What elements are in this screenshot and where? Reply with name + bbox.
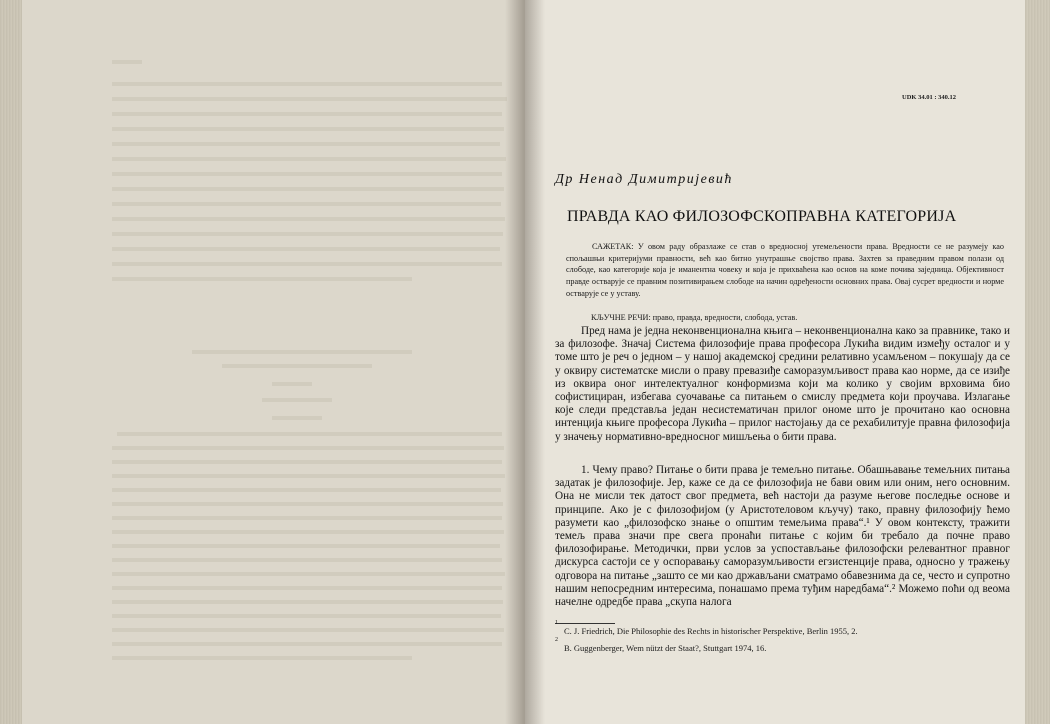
footnote-1 (555, 620, 858, 636)
body-paragraph-2: 1. Чему право? Питање о бити права је темељно питање. Обашњавање темељних питања задатак је филозофије. Јер, каже се да се филозофија не бави овим или оним, него основним. Она не мисли тек датост свог предмета, већ настоји да разуме његове последње основе и принципе. Ако је с филозофијом (у Аристотеловом кључу) тако, правну филозофију ћемо разумети као „филозофско знање о општим темељима права“.¹ У овом контексту, тражити темељ права значи пре свега пронаћи питање с којим би требало да почне право филозофирање. Методички, први услов за успостављање филозофски релевантног правног дискурса састоји се у оспоравању саморазумљивости егзистенције права, односно у тражењу одговора на питање „зашто се ми као држављани сматрамо обавезнима да се, често и супротно нашим непосредним интересима, понашамо према туђим наредбама“.² Можемо поћи од веома начелне одредбе права „скупа налога (555, 464, 1010, 609)
article-title: ПРАВДА КАО ФИЛОЗОФСКОПРАВНА КАТЕГОРИЈА (567, 208, 957, 225)
udk-code: UDK 34.01 : 340.12 (902, 94, 956, 101)
right-page (525, 0, 1025, 724)
footnote-1-number: 1 (555, 620, 558, 627)
footnote-2 (555, 637, 767, 653)
left-page-edges (0, 0, 22, 724)
right-page-edges (1025, 0, 1050, 724)
footnote-2-number: 2 (555, 637, 558, 644)
keywords: КЉУЧНЕ РЕЧИ: право, правда, вредности, слобода, устав. (591, 313, 798, 322)
author-name: Др Ненад Димитријевић (555, 172, 733, 187)
bleed-through-text (22, 0, 525, 724)
left-page (22, 0, 525, 724)
footnote-divider (555, 623, 615, 624)
footnote-2-text: B. Guggenberger, Wem nützt der Staat?, Stuttgart 1974, 16. (564, 643, 767, 653)
footnote-1-text: C. J. Friedrich, Die Philosophie des Rechts in historischer Perspektive, Berlin 1955, 2. (564, 626, 858, 636)
abstract: САЖЕТАК: У овом раду образлаже се став о вредносној утемељености права. Вредности се не разумеју као спољашњи критеријуми правности, већ као битно унутрашње својство права. Захтев за праведним правом полази од слободе, као категорије која је иманентна човеку и која је прихваћена као основ на коме почива заједница. Објективност правде остварује се правним позитивирањем слободе на начин одређености основних права. Овај сусрет вредности и норме остварује се у уставу. (566, 242, 1004, 298)
body-paragraph-1: Пред нама је једна неконвенционална књига – неконвенционална како за правнике, тако и за филозофе. Значај Система филозофије права професора Лукића видим између осталог и у томе што је реч о једном – у нашој академској средини релативно усамљеном – покушају да се у оквиру систематске мисли о праву превазиђе саморазумљивост права као норме, да се изиђе из оквира оног интелектуалног конформизма који ма колико у својим врховима био софистициран, избегава суочавање са питањем о смислу предмета који проучава. Излагање које следи представља један несистематичан прилог ономе што је прочитано као основна интенција књиге професора Лукића – прилог настојању да се рехабилитује правна филозофија у значењу нормативно-вредносног мишљења о бити права. (555, 325, 1010, 443)
